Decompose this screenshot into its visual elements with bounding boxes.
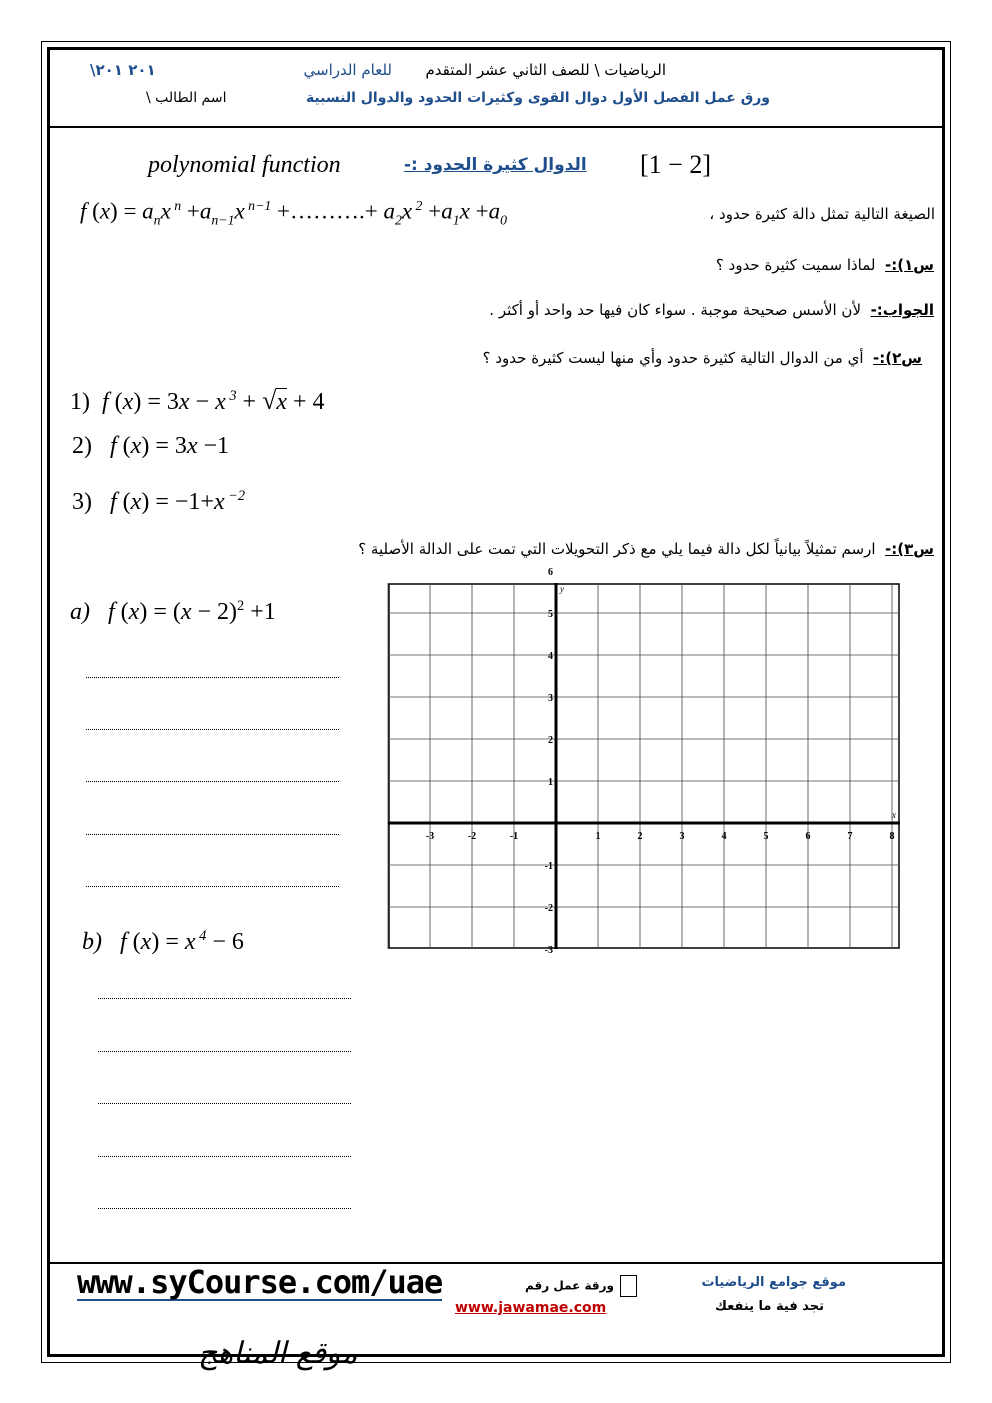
q2-item-1: 1) f (x) = 3x − x $^3$ + √x + 4 (70, 386, 325, 415)
q3-part-a: a) f $(x) = (x - 2)^2 +1$ (70, 598, 276, 625)
year-label: للعام الدراسي (303, 61, 392, 79)
x-tick-label: -1 (509, 831, 519, 842)
header-divider (47, 126, 945, 128)
y-tick-label: -2 (544, 903, 553, 914)
sheet-number (525, 1275, 637, 1297)
x-tick-label: 1 (595, 831, 601, 842)
jawamae-name: موقع جوامع الرياضيات (701, 1275, 846, 1290)
general-polynomial-formula: f $(x) = a_nx$ $^n +a_{n-1}x$ $^{n-1}$ +……….+ $a_2x$ $^2 +a_1x +a_0$ (80, 198, 507, 228)
answer-line-b2[interactable] (98, 1051, 351, 1052)
q1-label: س١):- (885, 256, 934, 274)
watermark-text: موقع المناهج (198, 1336, 358, 1371)
answer-line-a4[interactable] (86, 834, 339, 835)
answer-line-b1[interactable] (98, 998, 351, 999)
q3-part-b: b) f (x) = x $^4$ − 6 (82, 928, 244, 955)
section-number: [1 − 2] (640, 150, 711, 179)
x-tick-label: 2 (637, 831, 643, 842)
y-axis-label: y (560, 584, 564, 594)
x-tick-label: 4 (721, 831, 727, 842)
q2 (483, 349, 922, 367)
sheet-number-box[interactable] (620, 1275, 637, 1297)
answer-line-a2[interactable] (86, 729, 339, 730)
y-tick-label: -3 (544, 945, 553, 956)
x-tick-label: 7 (847, 831, 853, 842)
answer-line-a1[interactable] (86, 677, 339, 678)
q2-text: أي من الدوال التالية كثيرة حدود وأي منها ليست كثيرة حدود ؟ (482, 349, 864, 367)
q1 (716, 256, 934, 274)
q2-label: س٢):- (873, 349, 922, 367)
y-tick-label: 2 (548, 735, 553, 746)
answer-text: لأن الأسس صحيحة موجبة . سواء كان فيها حد واحد أو أكثر . (489, 301, 862, 319)
x-tick-label: 8 (889, 831, 895, 842)
answer-line-a5[interactable] (86, 886, 339, 887)
worksheet-title: ورق عمل الفصل الأول دوال القوى وكثيرات الحدود والدوال النسبية (305, 90, 770, 106)
q1-answer (489, 301, 934, 319)
y-tick-label: 5 (548, 609, 553, 620)
student-name-label: اسم الطالب \ (146, 90, 227, 106)
intro-text: الصيغة التالية تمثل دالة كثيرة حدود ، (709, 205, 935, 223)
q2-item-2: 2) f (x) = 3x −1 (72, 433, 230, 459)
answer-line-b3[interactable] (98, 1103, 351, 1104)
grid-border (389, 584, 899, 948)
answer-line-a3[interactable] (86, 781, 339, 782)
x-tick-label: -3 (425, 831, 435, 842)
y-tick-label: 6 (548, 567, 553, 578)
jawamae-slogan: تجد فية ما ينفعك (715, 1299, 824, 1314)
year-value: ٢٠١ ٢٠١\ (90, 61, 156, 79)
subject-line: الرياضيات \ للصف الثاني عشر المتقدم (425, 61, 666, 79)
y-tick-label: 1 (548, 777, 553, 788)
x-tick-label: 6 (805, 831, 811, 842)
y-tick-label: 4 (548, 651, 553, 662)
y-tick-label: 3 (548, 693, 553, 704)
q1-text: لماذا سميت كثيرة حدود ؟ (715, 256, 876, 274)
q3-text: ارسم تمثيلاً بيانياً لكل دالة فيما يلي مع ذكر التحويلات التي تمت على الدالة الأصلية ؟ (358, 540, 876, 558)
q3 (358, 540, 934, 558)
x-axis-label: x (892, 810, 896, 820)
q3-label: س٣):- (885, 540, 934, 558)
sycourse-url[interactable]: www.syCourse.com/uae (77, 1263, 443, 1301)
jawamae-url[interactable]: www.jawamae.com (455, 1300, 607, 1316)
q2-item-3: 3) f (x) = −1+x $^{-2}$ (72, 488, 246, 515)
section-title-ar: الدوال كثيرة الحدود :- (404, 155, 587, 175)
section-title-en: polynomial function (148, 152, 341, 178)
answer-line-b5[interactable] (98, 1208, 351, 1209)
coordinate-grid[interactable] (388, 567, 900, 956)
answer-label: الجواب:- (870, 301, 934, 319)
x-tick-label: 3 (679, 831, 685, 842)
y-tick-label: -1 (544, 861, 553, 872)
sheet-number-label: ورقة عمل رقم (525, 1278, 614, 1293)
x-tick-label: -2 (467, 831, 477, 842)
x-tick-label: 5 (763, 831, 769, 842)
answer-line-b4[interactable] (98, 1156, 351, 1157)
